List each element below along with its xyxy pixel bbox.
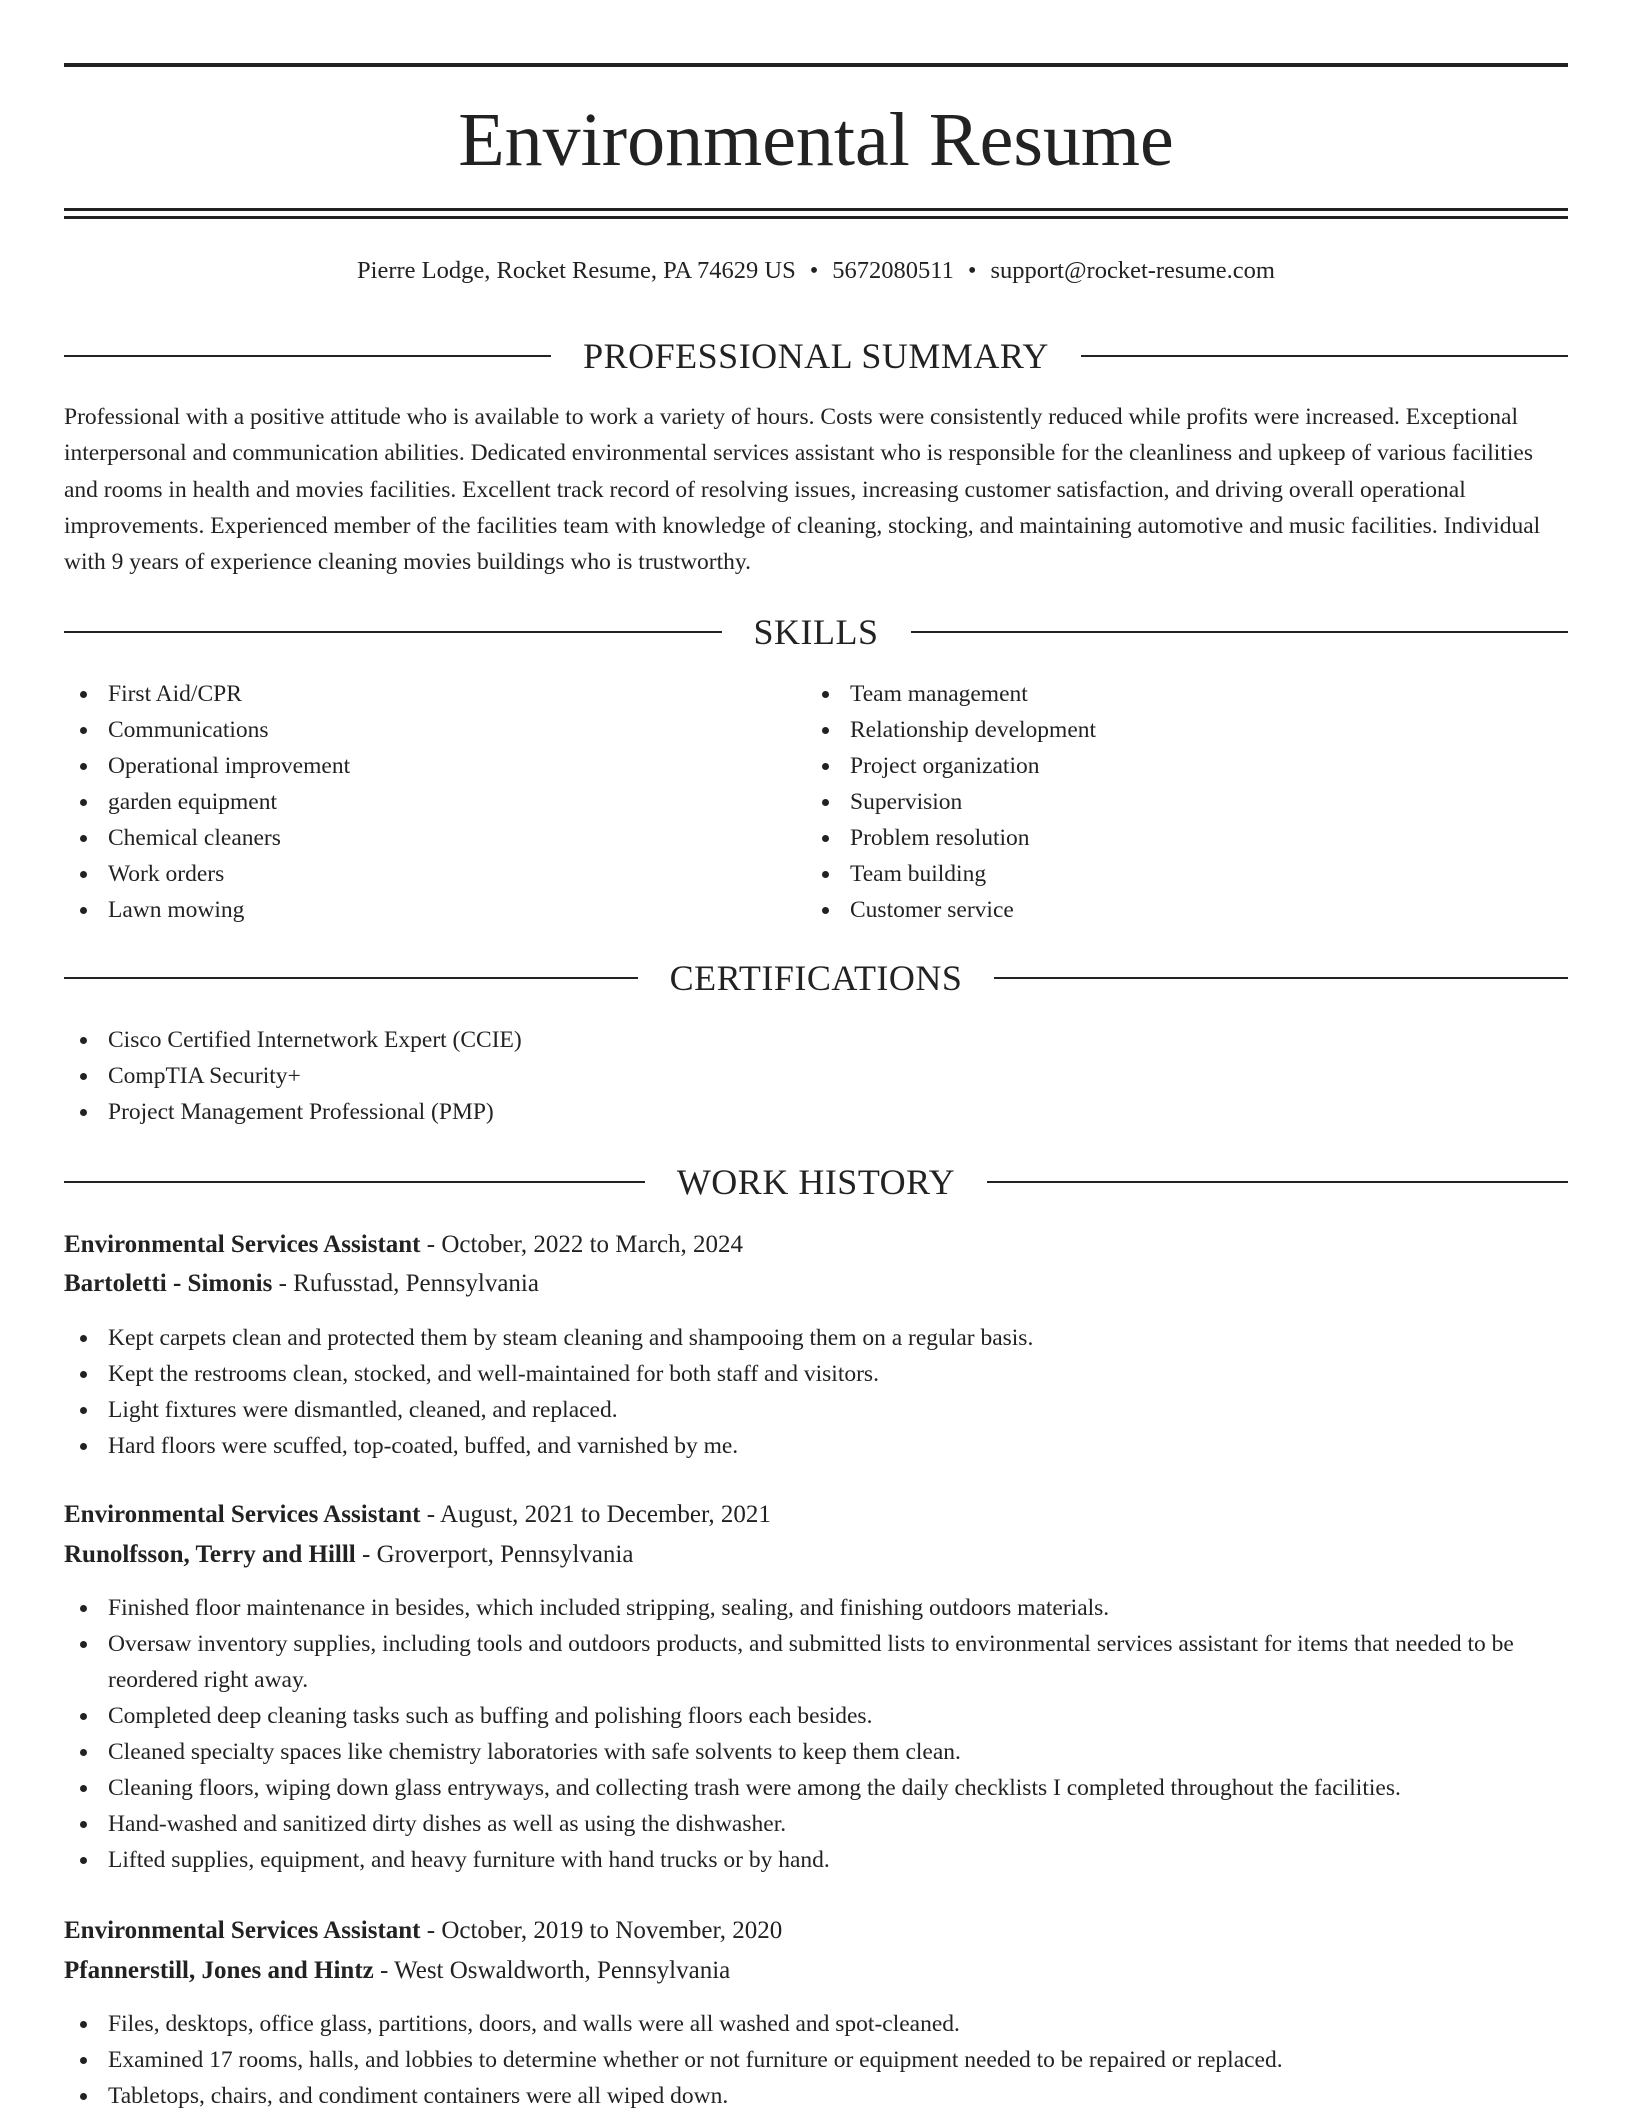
section-rule [64, 977, 638, 979]
section-rule [64, 1181, 645, 1183]
job-duty-item: Hard floors were scuffed, top-coated, buffed, and varnished by me. [64, 1428, 1568, 1464]
job-dates: - October, 2019 to November, 2020 [420, 1917, 783, 1944]
skill-item: Problem resolution [806, 820, 1546, 856]
section-header-skills [64, 610, 1568, 654]
skills-list-left [64, 676, 804, 928]
job-location: - Groverport, Pennsylvania [355, 1541, 634, 1568]
section-title: CERTIFICATIONS [669, 958, 963, 998]
section-rule [987, 1181, 1568, 1183]
skill-item: garden equipment [64, 784, 804, 820]
certification-item: Cisco Certified Internetwork Expert (CCIE) [64, 1022, 1568, 1058]
job-duty-item: Kept the restrooms clean, stocked, and well-maintained for both staff and visitors. [64, 1356, 1568, 1392]
job-title-line [64, 1497, 1568, 1533]
job-duties-list [64, 2006, 1568, 2114]
job-company: Pfannerstill, Jones and Hintz [64, 1957, 374, 1984]
section-title: PROFESSIONAL SUMMARY [583, 336, 1049, 376]
skill-item: Lawn mowing [64, 892, 804, 928]
section-rule [64, 355, 551, 357]
skill-item: Communications [64, 712, 804, 748]
job-title: Environmental Services Assistant [64, 1501, 421, 1528]
contact-separator: • [809, 257, 819, 284]
section-rule [994, 977, 1568, 979]
job-location: - West Oswaldworth, Pennsylvania [373, 1957, 731, 1984]
section-rule [911, 631, 1569, 633]
contact-email: support@rocket-resume.com [990, 257, 1275, 284]
job-company: Runolfsson, Terry and Hilll [64, 1541, 356, 1568]
contact-separator: • [967, 257, 977, 284]
top-rule [64, 63, 1568, 67]
job-company-line [64, 1537, 1568, 1573]
section-header-summary [64, 334, 1568, 378]
resume-title: Environmental Resume [458, 98, 1174, 182]
contact-line [64, 254, 1568, 288]
job-location: - Rufusstad, Pennsylvania [272, 1270, 539, 1297]
job-duty-item: Tabletops, chairs, and condiment containers were all wiped down. [64, 2078, 1568, 2114]
section-header-work-history [64, 1160, 1568, 1204]
job-duty-item: Kept carpets clean and protected them by steam cleaning and shampooing them on a regular basis. [64, 1320, 1568, 1356]
job-duty-item: Lifted supplies, equipment, and heavy furniture with hand trucks or by hand. [64, 1842, 1568, 1878]
title-rule-upper [64, 208, 1568, 211]
job-duty-item: Cleaned specialty spaces like chemistry laboratories with safe solvents to keep them clean. [64, 1734, 1568, 1770]
skill-item: Customer service [806, 892, 1546, 928]
skill-item: Operational improvement [64, 748, 804, 784]
summary-paragraph: Professional with a positive attitude who is available to work a variety of hours. Costs were consistently reduced while profits were increased. Exceptional interpersonal and communication abilities. Dedicated environmental services assistant who is responsible for the cleanliness and upkeep of various facilities and rooms in health and movies facilities. Excellent track record of resolving issues, increasing customer satisfaction, and driving overall operational improvements. Experienced member of the facilities team with knowledge of cleaning, stocking, and maintaining automotive and music facilities. Individual with 9 years of experience cleaning movies buildings who is trustworthy. [64, 404, 1541, 576]
skill-item: Relationship development [806, 712, 1546, 748]
section-title: WORK HISTORY [676, 1162, 956, 1202]
certification-item: Project Management Professional (PMP) [64, 1094, 1568, 1130]
skill-item: Team building [806, 856, 1546, 892]
job-duties-list [64, 1590, 1568, 1878]
job-company-line [64, 1266, 1568, 1302]
skill-item: First Aid/CPR [64, 676, 804, 712]
section-title: SKILLS [753, 612, 879, 652]
job-duty-item: Oversaw inventory supplies, including tools and outdoors products, and submitted lists to environmental services assistant for items that needed to be reordered right away. [64, 1626, 1568, 1698]
job-company: Bartoletti - Simonis [64, 1270, 273, 1297]
section-rule [64, 631, 722, 633]
job-duty-item: Hand-washed and sanitized dirty dishes as well as using the dishwasher. [64, 1806, 1568, 1842]
job-title: Environmental Services Assistant [64, 1917, 421, 1944]
job-duty-item: Examined 17 rooms, halls, and lobbies to determine whether or not furniture or equipment needed to be repaired or replaced. [64, 2042, 1568, 2078]
job-duty-item: Completed deep cleaning tasks such as buffing and polishing floors each besides. [64, 1698, 1568, 1734]
job-company-line [64, 1953, 1568, 1989]
skill-item: Chemical cleaners [64, 820, 804, 856]
job-duty-item: Light fixtures were dismantled, cleaned, and replaced. [64, 1392, 1568, 1428]
job-duty-item: Cleaning floors, wiping down glass entryways, and collecting trash were among the daily checklists I completed throughout the facilities. [64, 1770, 1568, 1806]
job-title-line [64, 1913, 1568, 1949]
skill-item: Supervision [806, 784, 1546, 820]
job-duties-list [64, 1320, 1568, 1464]
skills-list-right [806, 676, 1546, 928]
section-rule [1081, 355, 1568, 357]
contact-phone: 5672080511 [832, 257, 954, 284]
skill-item: Project organization [806, 748, 1546, 784]
title-rule-lower [64, 216, 1568, 219]
contact-address: Pierre Lodge, Rocket Resume, PA 74629 US [357, 257, 796, 284]
job-title: Environmental Services Assistant [64, 1231, 421, 1258]
job-dates: - October, 2022 to March, 2024 [420, 1231, 744, 1258]
skill-item: Team management [806, 676, 1546, 712]
skill-item: Work orders [64, 856, 804, 892]
job-title-line [64, 1227, 1568, 1263]
certification-item: CompTIA Security+ [64, 1058, 1568, 1094]
job-duty-item: Finished floor maintenance in besides, which included stripping, sealing, and finishing outdoors materials. [64, 1590, 1568, 1626]
job-dates: - August, 2021 to December, 2021 [420, 1501, 771, 1528]
section-header-certifications [64, 956, 1568, 1000]
certifications-list [64, 1022, 1568, 1130]
job-duty-item: Files, desktops, office glass, partitions, doors, and walls were all washed and spot-cleaned. [64, 2006, 1568, 2042]
